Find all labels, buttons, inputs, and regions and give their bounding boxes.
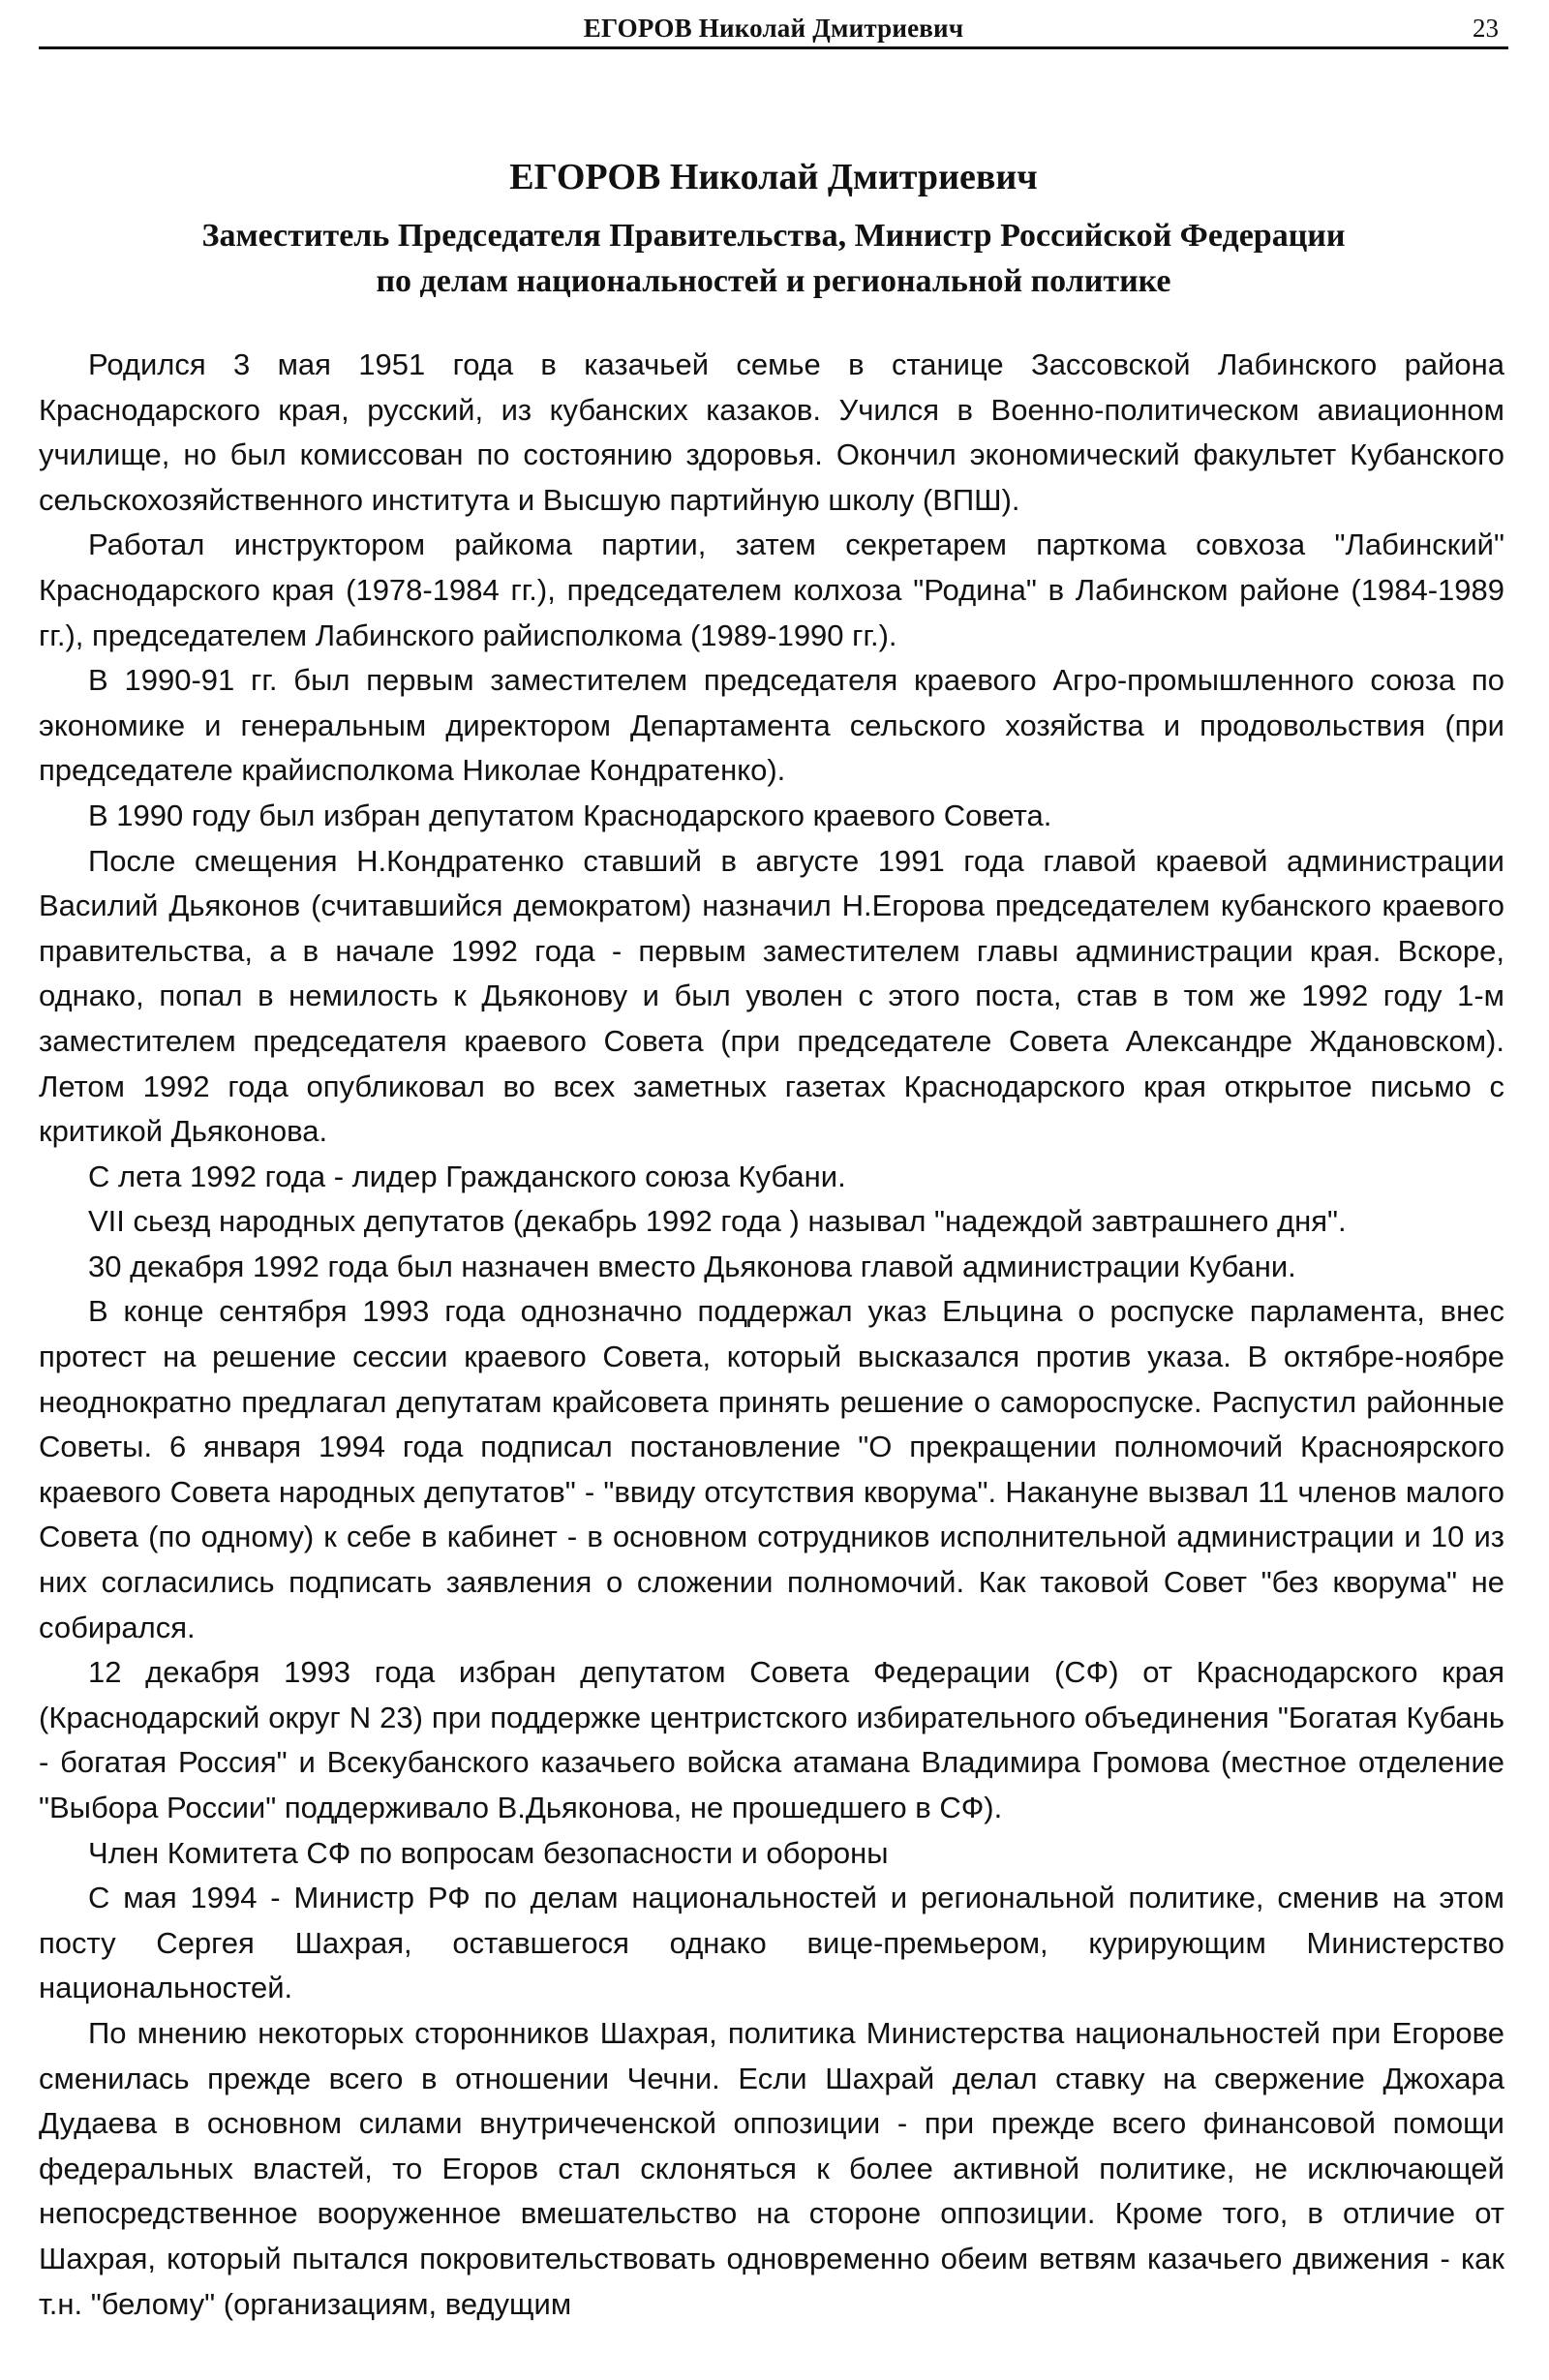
biography-paragraph: 30 декабря 1992 года был назначен вместо Дьяконова главой администрации Кубани. bbox=[88, 1249, 1296, 1283]
biography-paragraph: После смещения Н.Кондратенко ставший в августе 1991 года главой краевой администрации Василий Дьяконов (считавшийся демократом) назначил Н.Егорова председателем кубанского краевого правительства, а в начале 1992 года - первым заместителем главы администрации края. Вскоре, однако, попал в немилость к Дьяконову и был уволен с этого поста, став в том же 1992 году 1-м заместителем председателя краевого Совета (при председателе Совета Александре Ждановском). Летом 1992 года опубликовал во всех заметных газетах Краснодарского края открытое письмо с критикой Дьяконова. bbox=[39, 843, 1504, 1149]
biography-paragraph: С мая 1994 - Министр РФ по делам национальностей и региональной политике, сменив на этом посту Сергея Шахрая, оставшегося однако вице-премьером, курирующим Министерство национальностей. bbox=[39, 1881, 1504, 2005]
biography-paragraph: Родился 3 мая 1951 года в казачьей семье в станице Зассовской Лабинского района Краснодарского края, русский, из кубанских казаков. Учился в Военно-политическом авиационном училище, но был комиссован по состоянию здоровья. Окончил экономический факультет Кубанского сельскохозяйственного института и Высшую партийную школу (ВПШ). bbox=[39, 347, 1504, 517]
person-position-line-1: Заместитель Председателя Правительства, Министр Российской Федерации bbox=[201, 218, 1346, 254]
person-position-line-2: по делам национальностей и региональной политике bbox=[376, 263, 1171, 299]
running-header bbox=[39, 8, 1508, 49]
biography-paragraph: В конце сентября 1993 года однозначно поддержал указ Ельцина о роспуске парламента, внес протест на решение сессии краевого Совета, который высказался против указа. В октябре-ноябре неоднократно предлагал депутатам крайсовета принять решение о самороспуске. Распустил районные Советы. 6 января 1994 года подписал постановление "О прекращении полномочий Красноярского краевого Совета народных депутатов" - "ввиду отсутствия кворума". Накануне вызвал 11 членов малого Совета (по одному) к себе в кабинет - в основном сотрудников исполнительной администрации и 10 из них согласились подписать заявления о сложении полномочий. Как таковой Совет "без кворума" не собирался. bbox=[39, 1294, 1504, 1644]
biography-body bbox=[39, 343, 1504, 2327]
biography-paragraph: Работал инструктором райкома партии, затем секретарем парткома совхоза "Лабинский" Краснодарского края (1978-1984 гг.), председателем колхоза "Родина" в Лабинском районе (1984-1989 гг.), председателем Лабинского райисполкома (1989-1990 гг.). bbox=[39, 527, 1504, 652]
article-heading bbox=[39, 153, 1508, 304]
biography-paragraph: Член Комитета СФ по вопросам безопасности и обороны bbox=[88, 1835, 889, 1870]
person-name: ЕГОРОВ Николай Дмитриевич bbox=[509, 157, 1038, 197]
biography-paragraph: В 1990 году был избран депутатом Краснодарского краевого Совета. bbox=[88, 798, 1052, 832]
page-number: 23 bbox=[1473, 14, 1499, 43]
running-title: ЕГОРОВ Николай Дмитриевич bbox=[583, 14, 964, 43]
biography-paragraph: VII сьезд народных депутатов (декабрь 1992 года ) называл "надеждой завтрашнего дня". bbox=[88, 1204, 1347, 1239]
biography-paragraph: По мнению некоторых сторонников Шахрая, политика Министерства национальностей при Егорове сменилась прежде всего в отношении Чечни. Если Шахрай делал ставку на свержение Джохара Дудаева в основном силами внутричеченской оппозиции - при прежде всего финансовой помощи федеральных властей, то Егоров стал склоняться к более активной политике, не исключающей непосредственное вооруженное вмешательство на стороне оппозиции. Кроме того, в отличие от Шахрая, который пытался покровительствовать одновременно обеим ветвям казачьего движения - как т.н. "белому" (организациям, ведущим bbox=[39, 2015, 1504, 2321]
biography-paragraph: 12 декабря 1993 года избран депутатом Совета Федерации (СФ) от Краснодарского края (Краснодарский округ N 23) при поддержке центристского избирательного объединения "Богатая Кубань - богатая Россия" и Всекубанского казачьего войска атамана Владимира Громова (местное отделение "Выбора России" поддерживало В.Дьяконова, не прошедшего в СФ). bbox=[39, 1655, 1504, 1824]
biography-paragraph: С лета 1992 года - лидер Гражданского союза Кубани. bbox=[88, 1159, 846, 1193]
person-position bbox=[39, 213, 1508, 304]
biography-paragraph: В 1990-91 гг. был первым заместителем председателя краевого Агро-промышленного союза по экономике и генеральным директором Департамента сельского хозяйства и продовольствия (при председателе крайисполкома Николае Кондратенко). bbox=[39, 663, 1504, 788]
